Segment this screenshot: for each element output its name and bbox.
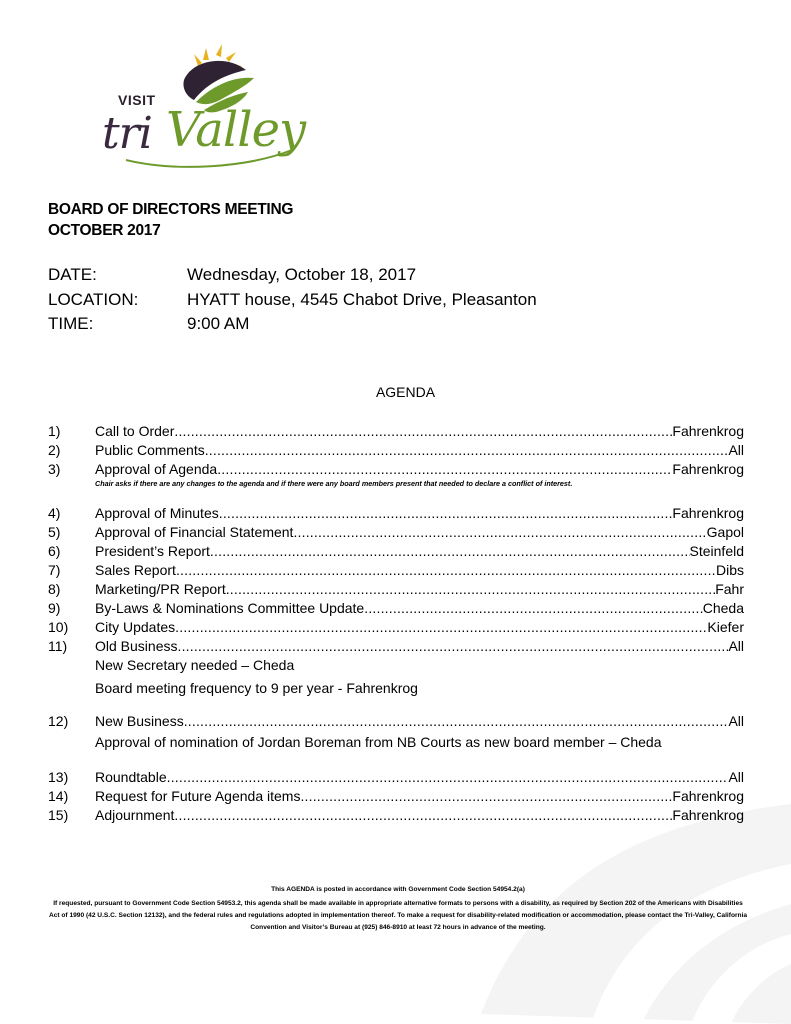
item-presenter: Kiefer [707, 619, 744, 635]
item-presenter: Dibs [715, 562, 744, 578]
item-number: 15) [48, 807, 69, 823]
agenda-item [48, 543, 744, 562]
dot-leader [300, 788, 672, 804]
time-label: TIME: [48, 314, 94, 333]
item-presenter: Fahrenkrog [672, 505, 744, 521]
agenda-item [48, 442, 744, 461]
item-title: Approval of Agenda [95, 461, 218, 477]
agenda-note: Chair asks if there are any changes to the agenda and if there were any board members present that needed to declare a conflict of interest. [95, 479, 573, 488]
item-number: 13) [48, 769, 69, 785]
logo-valley-text: Valley [166, 102, 306, 158]
item-presenter: All [728, 638, 744, 654]
agenda-item [48, 562, 744, 581]
item-presenter: Fahrenkrog [672, 461, 744, 477]
item-presenter: Fahrenkrog [672, 807, 744, 823]
item-title: Public Comments [95, 442, 205, 458]
dot-leader [205, 442, 729, 458]
item-title: Approval of Financial Statement [95, 524, 294, 540]
dot-leader [210, 543, 690, 559]
dot-leader [219, 505, 673, 521]
dot-leader [175, 619, 707, 635]
item-number: 8) [48, 581, 61, 597]
item-number: 2) [48, 442, 61, 458]
date-value: Wednesday, October 18, 2017 [187, 265, 417, 284]
agenda-item [48, 581, 744, 600]
meeting-title: BOARD OF DIRECTORS MEETING [48, 201, 294, 218]
location-value: HYATT house, 4545 Chabot Drive, Pleasanton [187, 290, 537, 309]
item-presenter: Gapol [706, 524, 744, 540]
dot-leader [184, 713, 729, 729]
time-value: 9:00 AM [187, 314, 250, 333]
logo-tri-text: tri [102, 108, 152, 159]
item-number: 3) [48, 461, 61, 477]
visit-tri-valley-logo [96, 40, 306, 175]
item-title: Approval of Minutes [95, 505, 219, 521]
agenda-item [48, 524, 744, 543]
agenda-item [48, 807, 744, 826]
posting-notice: This AGENDA is posted in accordance with Government Code Section 54954.2(a) [271, 886, 525, 893]
agenda-item [48, 619, 744, 638]
agenda-item [48, 638, 744, 657]
item-title: Call to Order [95, 423, 175, 439]
item-presenter: Fahrenkrog [672, 788, 744, 804]
meeting-month: OCTOBER 2017 [48, 222, 161, 239]
item-title: President’s Report [95, 543, 210, 559]
dot-leader [364, 600, 703, 616]
new-business-subitem: Approval of nomination of Jordan Boreman from NB Courts as new board member – Cheda [95, 734, 662, 750]
agenda-title: AGENDA [375, 384, 436, 400]
agenda-item [48, 788, 744, 807]
item-number: 6) [48, 543, 61, 559]
item-title: Roundtable [95, 769, 167, 785]
item-number: 12) [48, 713, 69, 729]
item-title: City Updates [95, 619, 176, 635]
dot-leader [167, 769, 729, 785]
item-number: 9) [48, 600, 61, 616]
dot-leader [177, 638, 728, 654]
dot-leader [217, 461, 672, 477]
item-title: Marketing/PR Report [95, 581, 226, 597]
item-presenter: All [728, 769, 744, 785]
agenda-item [48, 505, 744, 524]
item-title: Request for Future Agenda items [95, 788, 301, 804]
item-number: 4) [48, 505, 61, 521]
agenda-item [48, 461, 744, 480]
agenda-item [48, 769, 744, 788]
item-title: Adjournment [95, 807, 175, 823]
item-number: 5) [48, 524, 61, 540]
dot-leader [226, 581, 715, 597]
dot-leader [176, 562, 716, 578]
item-title: By-Laws & Nominations Committee Update [95, 600, 365, 616]
item-number: 7) [48, 562, 61, 578]
accessibility-notice: If requested, pursuant to Government Code Section 54953.2, this agenda shall be made available in appropriate alternative formats to persons with a disability, as required by Section 202 of the Americans with Disabilities Act of 1990 (42 U.S.C. Section 12132), and the federal rules and regulations adopted in implementation thereof. To make a request for disability-related modification or accommodation, please contact the Tri-Valley, California Convention and Visitor’s Bureau at (925) 846-8910 at least 72 hours in advance of the meeting. [48, 900, 748, 931]
item-number: 1) [48, 423, 61, 439]
item-presenter: Steinfeld [689, 543, 744, 559]
item-presenter: All [728, 442, 744, 458]
item-presenter: Fahr [715, 581, 744, 597]
agenda-item [48, 600, 744, 619]
agenda-item [48, 423, 744, 442]
dot-leader [293, 524, 706, 540]
item-presenter: Cheda [702, 600, 744, 616]
old-business-subitem: New Secretary needed – Cheda [95, 657, 295, 673]
old-business-subitem: Board meeting frequency to 9 per year - Fahrenkrog [95, 680, 418, 696]
item-number: 14) [48, 788, 69, 804]
item-number: 10) [48, 619, 69, 635]
dot-leader [174, 807, 672, 823]
item-presenter: Fahrenkrog [672, 423, 744, 439]
dot-leader [174, 423, 672, 439]
item-title: Old Business [95, 638, 178, 654]
item-title: New Business [95, 713, 184, 729]
agenda-item [48, 713, 744, 732]
item-title: Sales Report [95, 562, 176, 578]
logo-visit-text: VISIT [118, 92, 156, 108]
item-number: 11) [48, 638, 68, 654]
location-label: LOCATION: [48, 290, 139, 309]
item-presenter: All [728, 713, 744, 729]
date-label: DATE: [48, 265, 97, 284]
